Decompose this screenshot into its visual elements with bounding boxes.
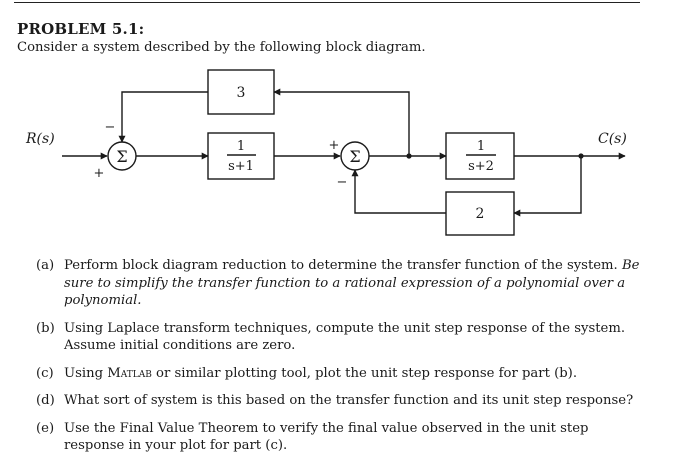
sum2-bottom-sign: −: [336, 175, 348, 190]
question-parts: [36, 257, 644, 465]
part-a-label: (a): [36, 258, 55, 273]
part-e-label: (e): [36, 420, 55, 436]
sum1-bottom-sign: +: [93, 166, 105, 181]
output-label: C(s): [598, 131, 627, 147]
problem-intro: Consider a system described by the following block diagram.: [17, 40, 426, 55]
part-e-text: Use the Final Value Theorem to verify the final value observed in the unit step response in your plot for part (c).: [64, 420, 589, 453]
part-a-emphasis: Be sure to simplify the transfer function to a rational expression of a polynomial over a polynomial.: [64, 258, 640, 308]
top-feedback-path: [274, 92, 409, 156]
sum1-top-sign: −: [104, 120, 116, 135]
part-c-post: or similar plotting tool, plot the unit step response for part (b).: [151, 365, 578, 381]
part-d-text: What sort of system is this based on the transfer function and its unit step response?: [64, 393, 634, 408]
part-c-matlab: Matlab: [107, 365, 152, 381]
part-c-pre: Using: [64, 365, 108, 381]
part-b-label: (b): [36, 320, 55, 336]
part-d: [36, 392, 644, 410]
sum1-sigma: Σ: [116, 147, 128, 166]
input-label: R(s): [26, 131, 55, 147]
part-a: [36, 257, 644, 310]
part-d-label: (d): [36, 393, 55, 408]
pickoff-point-2: [578, 153, 583, 158]
block2-denominator: s+2: [468, 159, 494, 174]
sum2-left-sign: +: [328, 138, 340, 153]
part-b: [36, 320, 644, 355]
part-b-text: Using Laplace transform techniques, compute the unit step response of the system. Assume initial conditions are zero.: [64, 320, 626, 353]
bottom-feedback-return: [355, 170, 446, 213]
bottom-feedback-path: [514, 156, 581, 213]
gain-3-label: 3: [236, 85, 246, 101]
block2-numerator: 1: [476, 139, 486, 154]
part-c: [36, 365, 644, 383]
block1-denominator: s+1: [228, 159, 254, 174]
block1-numerator: 1: [236, 139, 246, 154]
part-a-text: Perform block diagram reduction to determine the transfer function of the system.: [64, 258, 618, 273]
gain-2-label: 2: [475, 206, 485, 222]
pickoff-point-1: [406, 153, 411, 158]
part-e: [36, 420, 644, 455]
sum2-sigma: Σ: [349, 147, 361, 166]
top-feedback-return: [122, 92, 208, 142]
part-c-label: (c): [36, 365, 54, 381]
problem-title: PROBLEM 5.1:: [17, 20, 145, 38]
